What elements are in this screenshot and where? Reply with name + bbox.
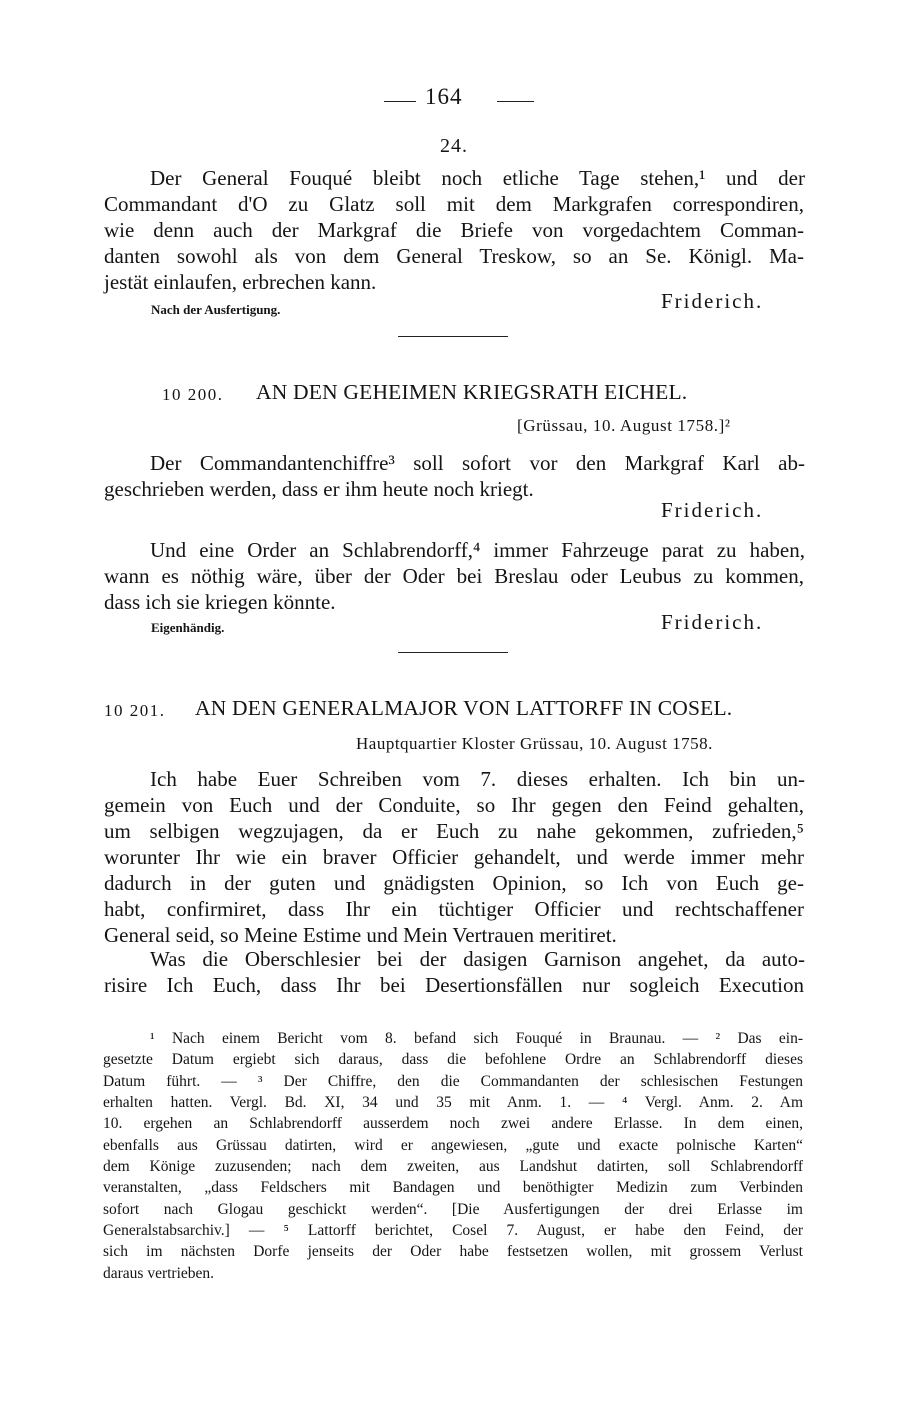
doc10200-dateline: [Grüssau, 10. August 1758.]² — [517, 416, 731, 435]
doc10201-line-1: Ich habe Euer Schreiben vom 7. dieses erhalten. Ich bin un- — [150, 767, 805, 791]
document-number-24: 24. — [440, 135, 468, 157]
doc10201-number: 10 201. — [104, 701, 166, 720]
doc10200-para1-line-1: Der Commandantenchiffre³ soll sofort vor den Markgraf Karl ab- — [150, 451, 805, 475]
doc10201-line-4: worunter Ihr wie ein braver Officier gehandelt, und werde immer mehr — [104, 845, 804, 869]
doc24-line-2: Commandant d'O zu Glatz soll mit dem Markgrafen correspondiren, — [104, 192, 804, 216]
doc10200-title: AN DEN GEHEIMEN KRIEGSRATH EICHEL. — [256, 380, 688, 404]
doc10201-title: AN DEN GENERALMAJOR VON LATTORFF IN COSEL. — [195, 696, 733, 720]
doc10201-line-9: risire Ich Euch, dass Ihr bei Desertionsfällen nur sogleich Execution — [104, 973, 804, 997]
header-rule-left — [384, 101, 416, 102]
doc24-line-1: Der General Fouqué bleibt noch etliche Tage stehen,¹ und der — [150, 166, 805, 190]
doc10201-line-6: habt, confirmiret, dass Ihr ein tüchtiger Officier und rechtschaffener — [104, 897, 804, 921]
doc24-line-3: wie denn auch der Markgraf die Briefe von vorgedachtem Comman- — [104, 218, 804, 242]
footnote-line-1: ¹ Nach einem Bericht vom 8. befand sich Fouqué in Braunau. — ² Das ein- — [150, 1030, 803, 1047]
header-rule-right — [497, 101, 534, 102]
doc24-line-4: danten sowohl als von dem General Treskow, so an Se. Königl. Ma- — [104, 244, 804, 268]
footnote-line-6: ebenfalls aus Grüssau datirten, wird er angewiesen, „gute und exacte polnische Karten“ — [103, 1137, 803, 1154]
section-divider-1 — [398, 336, 508, 337]
doc10200-para1-line-2: geschrieben werden, dass er ihm heute noch kriegt. — [104, 477, 534, 501]
section-divider-2 — [398, 652, 508, 653]
footnote-line-5: 10. ergehen an Schlabrendorff ausserdem noch zwei andere Erlasse. In dem einen, — [103, 1115, 803, 1132]
doc10201-dateline: Hauptquartier Kloster Grüssau, 10. August 1758. — [356, 734, 713, 753]
doc10201-line-5: dadurch in der guten und gnädigsten Opinion, so Ich von Euch ge- — [104, 871, 804, 895]
footnote-line-9: sofort nach Glogau geschickt werden“. [Die Ausfertigungen der drei Erlasse im — [103, 1201, 803, 1218]
footnote-line-8: veranstalten, „dass Feldschers mit Bandagen und benöthigter Medizin zum Verbinden — [103, 1179, 803, 1196]
doc10201-line-3: um selbigen wegzujagen, da er Euch zu nahe gekommen, zufrieden,⁵ — [104, 819, 804, 843]
footnote-line-3: Datum führt. — ³ Der Chiffre, den die Commandanten der schlesischen Festungen — [103, 1073, 803, 1090]
footnote-line-7: dem Könige zuzusenden; nach dem zweiten, aus Landshut datirten, soll Schlabrendorff — [103, 1158, 803, 1175]
doc24-signature: Friderich. — [661, 289, 764, 313]
doc10200-signature-2: Friderich. — [661, 610, 764, 634]
doc10200-para2-line-3: dass ich sie kriegen könnte. — [104, 590, 336, 614]
doc10200-para2-line-2: wann es nöthig wäre, über der Oder bei Breslau oder Leubus zu kommen, — [104, 564, 804, 588]
footnote-line-2: gesetzte Datum ergiebt sich daraus, dass die befohlene Ordre an Schlabrendorff dieses — [103, 1051, 803, 1068]
footnote-line-10: Generalstabsarchiv.] — ⁵ Lattorff berichtet, Cosel 7. August, er habe den Feind, der — [103, 1222, 803, 1239]
doc10200-para2-line-1: Und eine Order an Schlabrendorff,⁴ immer Fahrzeuge parat zu haben, — [150, 538, 805, 562]
footnote-line-11: sich im nächsten Dorfe jenseits der Oder habe festsetzen wollen, mit grossem Verlust — [103, 1243, 803, 1260]
doc10201-line-2: gemein von Euch und der Conduite, so Ihr gegen den Feind gehalten, — [104, 793, 804, 817]
doc10200-number: 10 200. — [162, 385, 224, 404]
doc24-line-5: jestät einlaufen, erbrechen kann. — [104, 270, 377, 294]
page-number: 164 — [425, 84, 463, 109]
doc10201-line-8: Was die Oberschlesier bei der dasigen Garnison angehet, da auto- — [150, 947, 805, 971]
doc10200-source-note: Eigenhändig. — [151, 620, 225, 635]
footnote-line-4: erhalten hatten. Vergl. Bd. XI, 34 und 35 mit Anm. 1. — ⁴ Vergl. Anm. 2. Am — [103, 1094, 803, 1111]
footnote-line-12: daraus vertrieben. — [103, 1265, 215, 1282]
doc10201-line-7: General seid, so Meine Estime und Mein Vertrauen meritiret. — [104, 923, 617, 947]
doc24-source-note: Nach der Ausfertigung. — [151, 302, 281, 317]
doc10200-signature-1: Friderich. — [661, 498, 764, 522]
